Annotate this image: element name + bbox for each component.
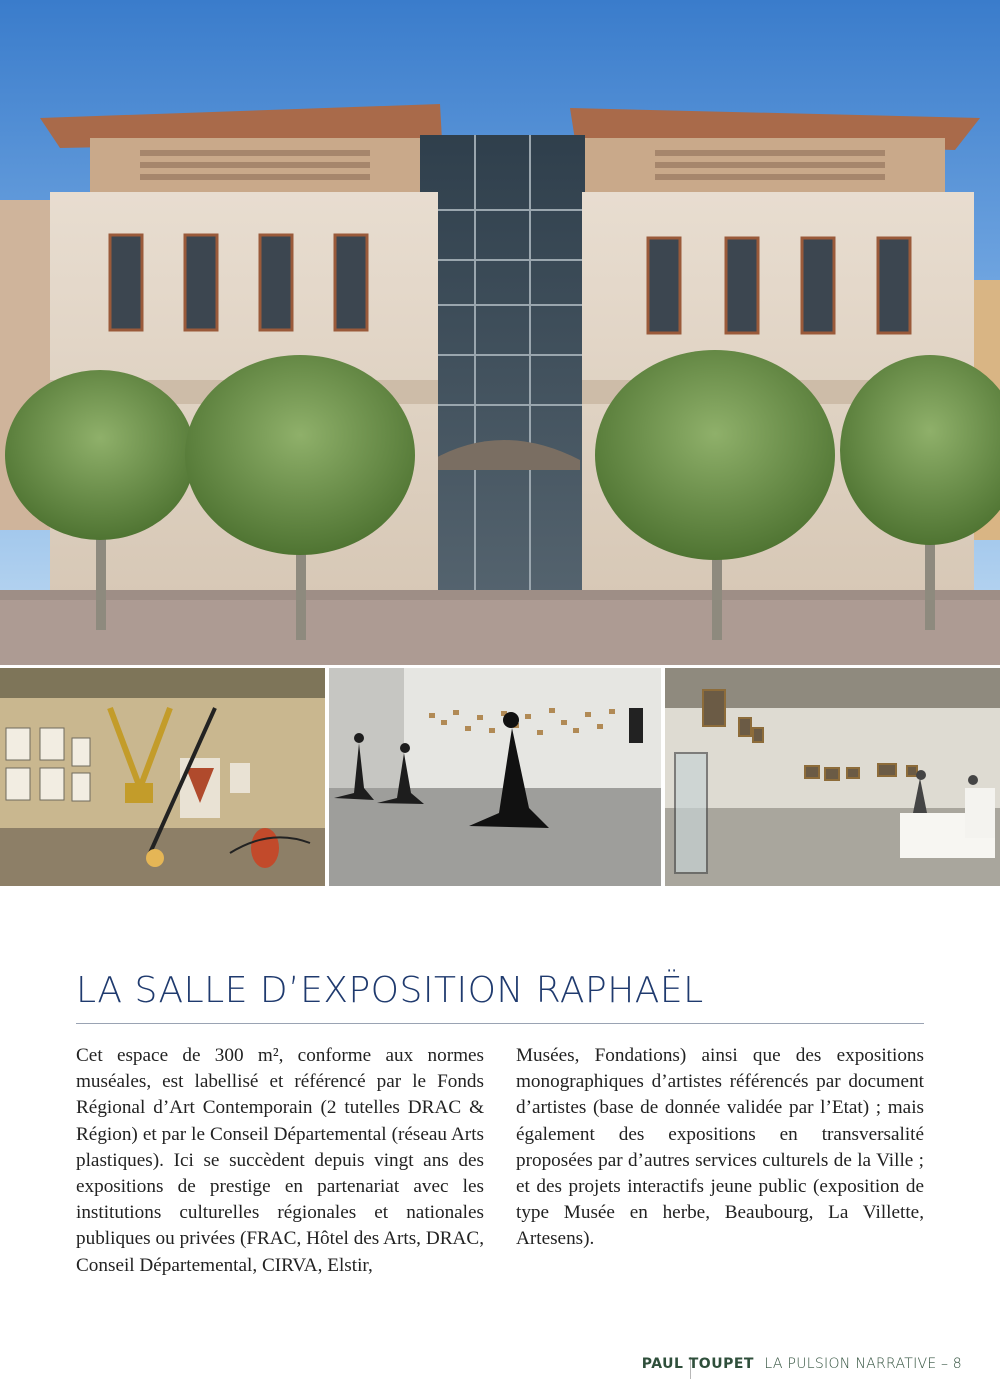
hero-photo xyxy=(0,0,1000,665)
footer-work-title: LA PULSION NARRATIVE xyxy=(764,1356,937,1372)
gallery-photo-2 xyxy=(329,668,661,886)
body-column-left: Cet espace de 300 m², conforme aux normes muséales, est labellisé et référencé par le Fonds Régional d’Art Contemporain (2 tutelles DRAC & Région) et par le Conseil Départemental (réseau Arts plastiques). Ici se succèdent depuis vingt ans des expositions de prestige en partenariat avec les institutions culturelles régionales et nationales publiques ou privées (FRAC, Hôtel des Arts, DRAC, Conseil Départemental, CIRVA, Elstir, xyxy=(76,1045,484,1276)
section-title: LA SALLE D’EXPOSITION RAPHAËL xyxy=(76,970,704,1011)
gallery-photo-1 xyxy=(0,668,325,886)
title-divider xyxy=(76,1023,924,1024)
page-footer xyxy=(642,1356,962,1372)
body-column-right: Musées, Fondations) ainsi que des expositions monographiques d’artistes référencés par document d’artistes (base de donnée validée par l’Etat) ; mais également des expositions en transversalité proposées par d’autres services culturels de la Ville ; et des projets interactifs jeune public (exposition de type Musée en herbe, Beaubourg, La Villette, Artesens). xyxy=(516,1045,924,1250)
footer-author: PAUL TOUPET xyxy=(641,1356,754,1372)
gallery-photo-3 xyxy=(665,668,1000,886)
page-number: 8 xyxy=(952,1356,962,1372)
footer-separator: – xyxy=(941,1356,949,1372)
